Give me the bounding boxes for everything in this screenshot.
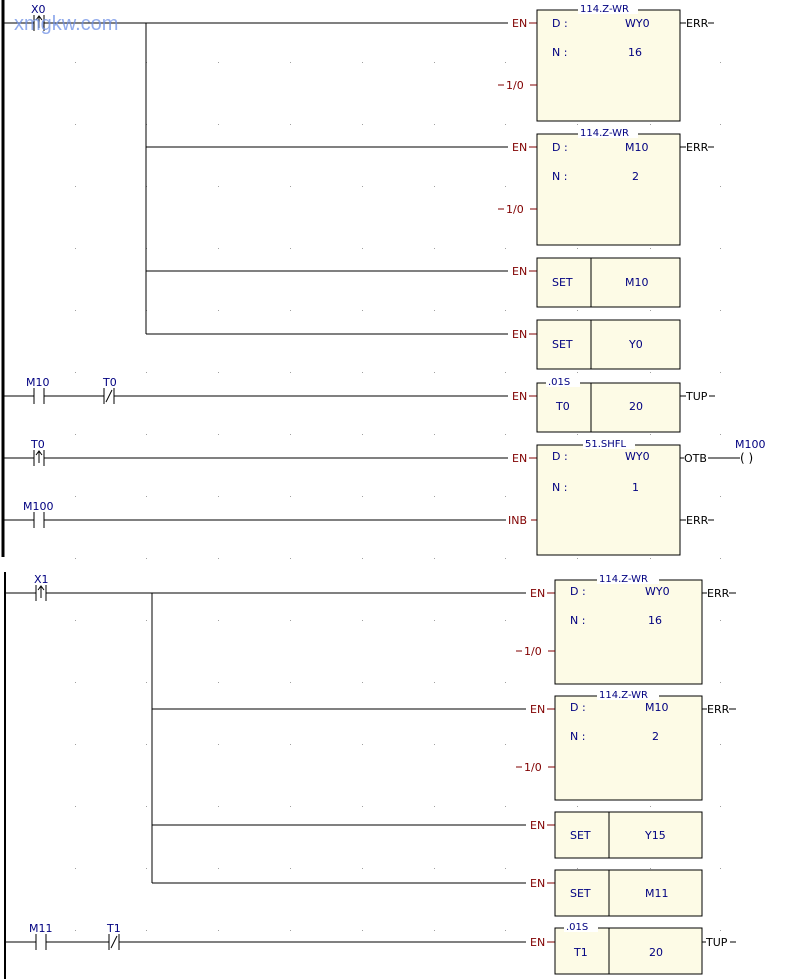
- grid-dot: [650, 310, 651, 311]
- grid-dot: [290, 682, 291, 683]
- grid-dot: [146, 806, 147, 807]
- pin-err: ERR: [707, 703, 730, 716]
- n-label: N :: [570, 730, 586, 743]
- grid-dot: [290, 124, 291, 125]
- grid-dot: [362, 248, 363, 249]
- set-operand: M11: [645, 887, 669, 900]
- d-value: M10: [625, 141, 649, 154]
- grid-dot: [720, 620, 721, 621]
- grid-dot: [290, 62, 291, 63]
- grid-dot: [720, 682, 721, 683]
- function-block-z-wr[interactable]: [506, 4, 714, 121]
- n-label: N :: [552, 481, 568, 494]
- pin-err: ERR: [686, 141, 709, 154]
- block-title: 51.SHFL: [585, 439, 627, 450]
- grid-dot: [434, 496, 435, 497]
- grid-dot: [577, 310, 578, 311]
- grid-dot: [75, 186, 76, 187]
- grid-dot: [505, 744, 506, 745]
- d-value: WY0: [625, 450, 650, 463]
- pin-otb: OTB: [684, 452, 707, 465]
- contact-label: X1: [34, 573, 49, 586]
- grid-dot: [434, 186, 435, 187]
- rising-edge-contact-t0[interactable]: [30, 438, 45, 466]
- rung-4[interactable]: [5, 573, 736, 916]
- set-op: SET: [552, 276, 573, 289]
- set-operand: Y15: [645, 829, 666, 842]
- grid-dot: [75, 620, 76, 621]
- function-block-shfl[interactable]: [537, 439, 740, 555]
- n-value: 16: [648, 614, 662, 627]
- grid-dot: [218, 186, 219, 187]
- grid-dot: [720, 868, 721, 869]
- grid-dot: [290, 868, 291, 869]
- timer-block[interactable]: [537, 377, 715, 432]
- grid-dot: [434, 806, 435, 807]
- grid-dot: [75, 806, 76, 807]
- grid-dot: [75, 558, 76, 559]
- set-instruction[interactable]: [537, 258, 680, 307]
- contact-label: T0: [31, 438, 45, 451]
- grid-dot: [577, 868, 578, 869]
- pin-en: EN: [530, 877, 546, 890]
- pin-en: EN: [512, 17, 528, 30]
- grid-dot: [146, 744, 147, 745]
- watermark: xmgkw.com: [14, 13, 119, 35]
- grid-dot: [434, 434, 435, 435]
- grid-dot: [434, 744, 435, 745]
- contact-label: M10: [26, 376, 50, 389]
- grid-dot: [75, 310, 76, 311]
- grid-dot: [75, 496, 76, 497]
- grid-dot: [75, 682, 76, 683]
- grid-dot: [75, 930, 76, 931]
- pin-1-0: 1/0: [524, 645, 542, 658]
- grid-dot: [290, 620, 291, 621]
- rung-5[interactable]: [5, 922, 736, 974]
- d-value: M10: [645, 701, 669, 714]
- pin-tup: TUP: [686, 390, 708, 403]
- grid-dot: [505, 372, 506, 373]
- grid-dot: [720, 558, 721, 559]
- grid-dot: [146, 620, 147, 621]
- grid-dot: [218, 372, 219, 373]
- grid-dot: [577, 248, 578, 249]
- grid-dot: [362, 310, 363, 311]
- set-op: SET: [552, 338, 573, 351]
- grid-dot: [650, 124, 651, 125]
- pin-en: EN: [530, 819, 546, 832]
- grid-dot: [720, 930, 721, 931]
- timer-value: 20: [629, 400, 643, 413]
- grid-dot: [362, 372, 363, 373]
- grid-dot: [434, 310, 435, 311]
- nc-contact-t0[interactable]: [102, 376, 117, 404]
- grid-dot: [577, 124, 578, 125]
- grid-dot: [75, 372, 76, 373]
- contact-label: T1: [107, 922, 121, 935]
- grid-dot: [434, 620, 435, 621]
- grid-dot: [146, 372, 147, 373]
- contact-label: M100: [23, 500, 54, 513]
- grid-dot: [362, 806, 363, 807]
- block-title: 114.Z-WR: [580, 4, 629, 15]
- grid-dot: [362, 434, 363, 435]
- grid-dot: [75, 248, 76, 249]
- grid-dot: [650, 806, 651, 807]
- grid-dot: [218, 248, 219, 249]
- grid-dot: [218, 558, 219, 559]
- pin-en: EN: [530, 703, 546, 716]
- grid-dot: [75, 868, 76, 869]
- grid-dot: [290, 930, 291, 931]
- contact-label: M11: [29, 922, 53, 935]
- grid-dot: [75, 124, 76, 125]
- grid-dot: [650, 558, 651, 559]
- coil-m100[interactable]: [735, 438, 766, 465]
- d-label: D :: [552, 450, 568, 463]
- d-value: WY0: [625, 17, 650, 30]
- grid-dot: [434, 868, 435, 869]
- d-label: D :: [552, 17, 568, 30]
- contact-m10[interactable]: [26, 376, 50, 404]
- grid-dot: [75, 62, 76, 63]
- grid-dot: [720, 806, 721, 807]
- grid-dot: [362, 620, 363, 621]
- grid-dot: [505, 620, 506, 621]
- grid-dot: [505, 248, 506, 249]
- grid-dot: [720, 124, 721, 125]
- set-operand: M10: [625, 276, 649, 289]
- grid-dot: [505, 124, 506, 125]
- grid-dot: [218, 930, 219, 931]
- d-value: WY0: [645, 585, 670, 598]
- grid-dot: [218, 496, 219, 497]
- set-instruction[interactable]: [555, 812, 702, 858]
- d-label: D :: [552, 141, 568, 154]
- grid-dot: [362, 868, 363, 869]
- grid-dot: [218, 744, 219, 745]
- grid-dot: [505, 434, 506, 435]
- grid-dot: [146, 558, 147, 559]
- grid-dot: [290, 744, 291, 745]
- pin-en: EN: [512, 452, 528, 465]
- grid-dot: [218, 124, 219, 125]
- grid-dot: [505, 186, 506, 187]
- grid-dot: [218, 682, 219, 683]
- grid-dot: [577, 558, 578, 559]
- grid-dot: [505, 930, 506, 931]
- n-label: N :: [552, 170, 568, 183]
- grid-dot: [720, 248, 721, 249]
- grid-dot: [720, 310, 721, 311]
- timer-name: T0: [556, 400, 570, 413]
- grid-dot: [290, 372, 291, 373]
- grid-dot: [290, 248, 291, 249]
- grid-dot: [434, 248, 435, 249]
- grid-dot: [577, 806, 578, 807]
- pin-inb: INB: [508, 514, 528, 527]
- set-instruction[interactable]: [555, 870, 702, 916]
- contact-m100[interactable]: [23, 500, 54, 528]
- grid-dot: [505, 558, 506, 559]
- contact-m11[interactable]: [29, 922, 53, 950]
- timer-base: .01S: [566, 922, 589, 933]
- grid-dot: [650, 868, 651, 869]
- grid-dot: [218, 434, 219, 435]
- rung-2[interactable]: [3, 376, 715, 432]
- grid-dot: [290, 806, 291, 807]
- pin-1-0: 1/0: [506, 203, 524, 216]
- rung-1[interactable]: [3, 3, 714, 369]
- contact-label: T0: [103, 376, 117, 389]
- block-title: 114.Z-WR: [580, 128, 629, 139]
- grid-dot: [290, 434, 291, 435]
- grid-dot: [290, 186, 291, 187]
- grid-dot: [218, 806, 219, 807]
- d-label: D :: [570, 701, 586, 714]
- function-block-z-wr[interactable]: [524, 690, 736, 800]
- grid-dot: [720, 186, 721, 187]
- timer-base: .01S: [548, 377, 571, 388]
- nc-contact-t1[interactable]: [106, 922, 121, 950]
- grid-dot: [720, 372, 721, 373]
- grid-dot: [362, 930, 363, 931]
- grid-dot: [218, 62, 219, 63]
- n-value: 16: [628, 46, 642, 59]
- grid-dot: [146, 496, 147, 497]
- grid-dot: [650, 248, 651, 249]
- grid-dot: [146, 434, 147, 435]
- grid-dot: [290, 558, 291, 559]
- function-block-z-wr[interactable]: [524, 574, 736, 684]
- grid-dot: [434, 372, 435, 373]
- grid-dot: [577, 372, 578, 373]
- set-operand: Y0: [629, 338, 643, 351]
- pin-tup: TUP: [706, 936, 728, 949]
- grid-dot: [75, 744, 76, 745]
- set-instruction[interactable]: [537, 320, 680, 369]
- n-label: N :: [552, 46, 568, 59]
- grid-dot: [505, 682, 506, 683]
- pin-en: EN: [530, 936, 546, 949]
- grid-dot: [434, 62, 435, 63]
- grid-dot: [362, 496, 363, 497]
- n-value: 2: [632, 170, 639, 183]
- pin-err: ERR: [686, 17, 709, 30]
- grid-dot: [650, 434, 651, 435]
- grid-dot: [434, 124, 435, 125]
- grid-dot: [434, 930, 435, 931]
- block-title: 114.Z-WR: [599, 574, 648, 585]
- pin-en: EN: [512, 390, 528, 403]
- grid-dot: [146, 868, 147, 869]
- grid-dot: [720, 496, 721, 497]
- grid-dot: [362, 744, 363, 745]
- pin-en: EN: [512, 265, 528, 278]
- pin-1-0: 1/0: [524, 761, 542, 774]
- grid-dot: [505, 868, 506, 869]
- grid-dot: [505, 806, 506, 807]
- timer-block[interactable]: [555, 922, 736, 974]
- coil-symbol: ( ): [740, 451, 754, 465]
- block-title: 114.Z-WR: [599, 690, 648, 701]
- set-op: SET: [570, 887, 591, 900]
- timer-name: T1: [574, 946, 588, 959]
- grid-dot: [505, 496, 506, 497]
- grid-dot: [362, 558, 363, 559]
- grid-dot: [146, 682, 147, 683]
- grid-dot: [577, 434, 578, 435]
- grid-dot: [362, 124, 363, 125]
- grid-dot: [362, 62, 363, 63]
- pin-en: EN: [512, 328, 528, 341]
- grid-dot: [218, 310, 219, 311]
- pin-1-0: 1/0: [506, 79, 524, 92]
- grid-dot: [720, 434, 721, 435]
- rung-3[interactable]: [3, 438, 766, 555]
- contact-label: X0: [31, 3, 46, 16]
- timer-value: 20: [649, 946, 663, 959]
- pin-en: EN: [512, 141, 528, 154]
- grid-dot: [362, 682, 363, 683]
- grid-dot: [75, 434, 76, 435]
- grid-dot: [218, 868, 219, 869]
- grid-dot: [218, 620, 219, 621]
- grid-dot: [505, 310, 506, 311]
- n-value: 2: [652, 730, 659, 743]
- grid-dot: [362, 186, 363, 187]
- n-label: N :: [570, 614, 586, 627]
- d-label: D :: [570, 585, 586, 598]
- set-op: SET: [570, 829, 591, 842]
- n-value: 1: [632, 481, 639, 494]
- pin-err: ERR: [707, 587, 730, 600]
- grid-dot: [146, 930, 147, 931]
- grid-dot: [505, 62, 506, 63]
- coil-label: M100: [735, 438, 766, 451]
- grid-dot: [434, 682, 435, 683]
- rising-edge-contact-x1[interactable]: [34, 573, 49, 601]
- grid-dot: [290, 496, 291, 497]
- grid-dot: [720, 62, 721, 63]
- function-block-z-wr[interactable]: [506, 128, 714, 245]
- grid-dot: [650, 372, 651, 373]
- grid-dot: [720, 744, 721, 745]
- pin-en: EN: [530, 587, 546, 600]
- grid-dot: [290, 310, 291, 311]
- pin-err: ERR: [686, 514, 709, 527]
- grid-dot: [434, 558, 435, 559]
